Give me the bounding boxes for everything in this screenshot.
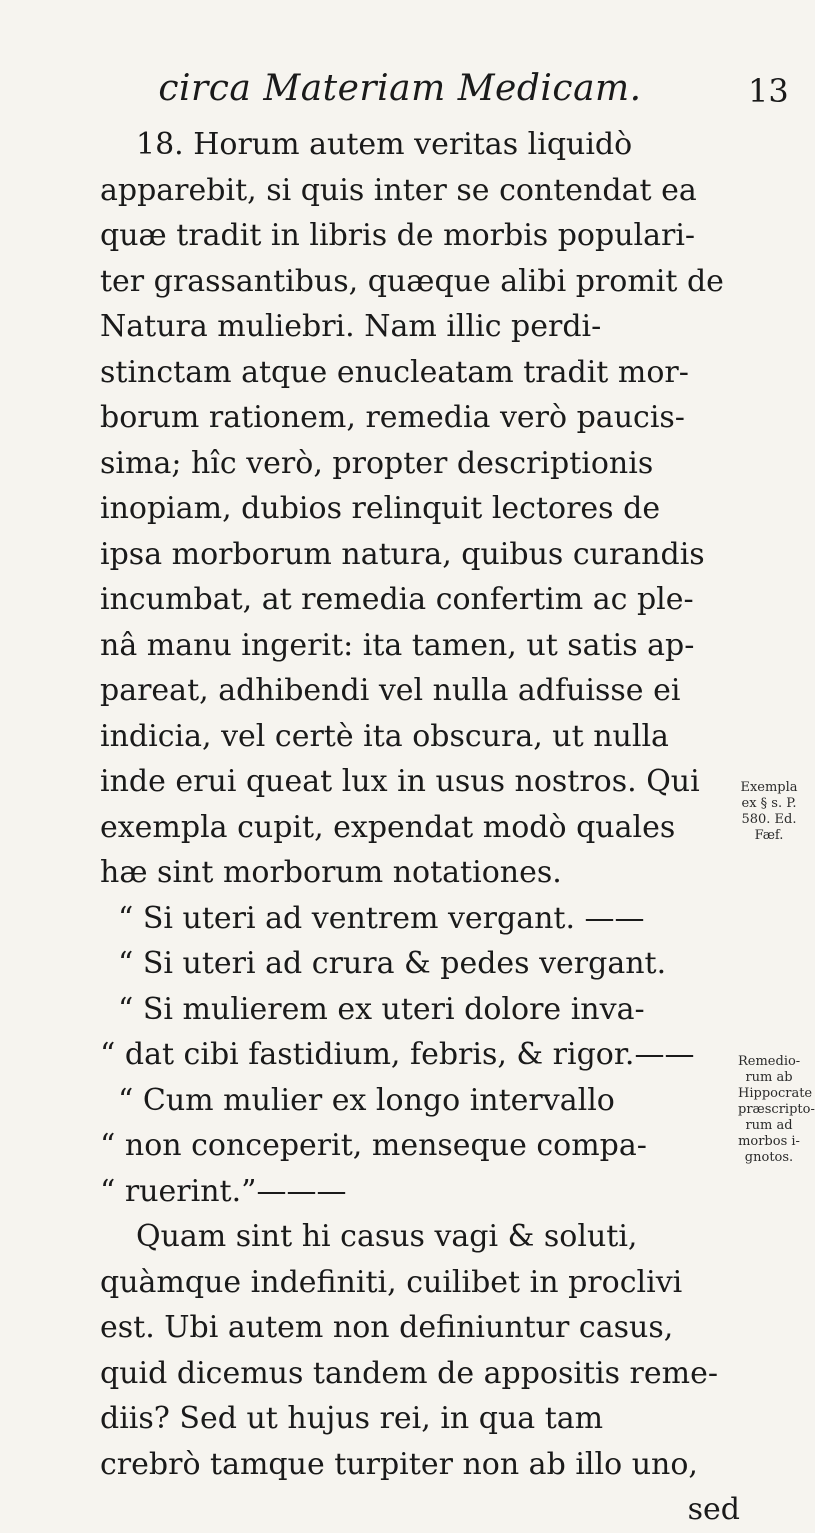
quote-line: “ ruerint.”——— <box>100 1173 347 1209</box>
text-line: apparebit, si quis inter se contendat ea <box>100 172 697 208</box>
text-line: inopiam, dubios relinquit lectores de <box>100 491 661 526</box>
margin-note-exempla: Exempla ex § s. P. 580. Ed. Fæf. <box>740 780 798 843</box>
catchword: sed <box>687 1492 740 1527</box>
text-line: incumbat, at remedia confertim ac ple- <box>100 582 694 617</box>
page-header <box>0 68 800 118</box>
text-line: hæ sint morborum notationes. <box>100 855 562 890</box>
text-line: ipsa morborum natura, quibus curandis <box>100 536 705 572</box>
margin-note-remedia: Remedio- rum ab Hippocrate præscripto- rum ad morbos i- gnotos. <box>738 1054 815 1165</box>
quote-line: “ Cum mulier ex longo intervallo <box>118 1082 615 1118</box>
body-text <box>100 122 740 1533</box>
text-line: quæ tradit in libris de morbis populari- <box>100 218 696 253</box>
quote-line: “ dat cibi fastidium, febris, & rigor.—— <box>100 1037 695 1072</box>
text-line: nâ manu ingerit: ita tamen, ut satis ap- <box>100 627 695 663</box>
text-line: borum rationem, remedia verò paucis- <box>100 400 685 435</box>
text-line: diis? Sed ut hujus rei, in qua tam <box>100 1401 604 1436</box>
quote-line: “ non conceperit, menseque compa- <box>100 1128 647 1163</box>
text-line: est. Ubi autem non definiuntur casus, <box>100 1310 674 1345</box>
text-line: 18. Horum autem veritas liquidò <box>136 127 633 162</box>
text-line: quàmque indefiniti, cuilibet in proclivi <box>100 1264 683 1300</box>
quote-line: “ Si uteri ad ventrem vergant. —— <box>118 900 645 936</box>
text-line: exempla cupit, expendat modò quales <box>100 809 676 845</box>
text-line: sima; hîc verò, propter descriptionis <box>100 445 654 481</box>
page-number: 13 <box>748 72 789 110</box>
text-line: Quam sint hi casus vagi & soluti, <box>136 1219 638 1254</box>
text-line: indicia, vel certè ita obscura, ut nulla <box>100 718 669 754</box>
quote-line: “ Si mulierem ex uteri dolore inva- <box>118 991 645 1027</box>
text-line: quid dicemus tandem de appositis reme- <box>100 1355 718 1391</box>
text-line: pareat, adhibendi vel nulla adfuisse ei <box>100 673 681 708</box>
running-title: circa Materiam Medicam. <box>158 68 642 109</box>
text-line: stinctam atque enucleatam tradit mor- <box>100 354 689 390</box>
text-line: crebrò tamque turpiter non ab illo uno, <box>100 1446 698 1482</box>
quote-line: “ Si uteri ad crura & pedes vergant. <box>118 946 667 981</box>
text-line: ter grassantibus, quæque alibi promit de <box>100 263 724 299</box>
text-line: inde erui queat lux in usus nostros. Qui <box>100 764 700 799</box>
text-line: Natura muliebri. Nam illic perdi- <box>100 309 602 344</box>
